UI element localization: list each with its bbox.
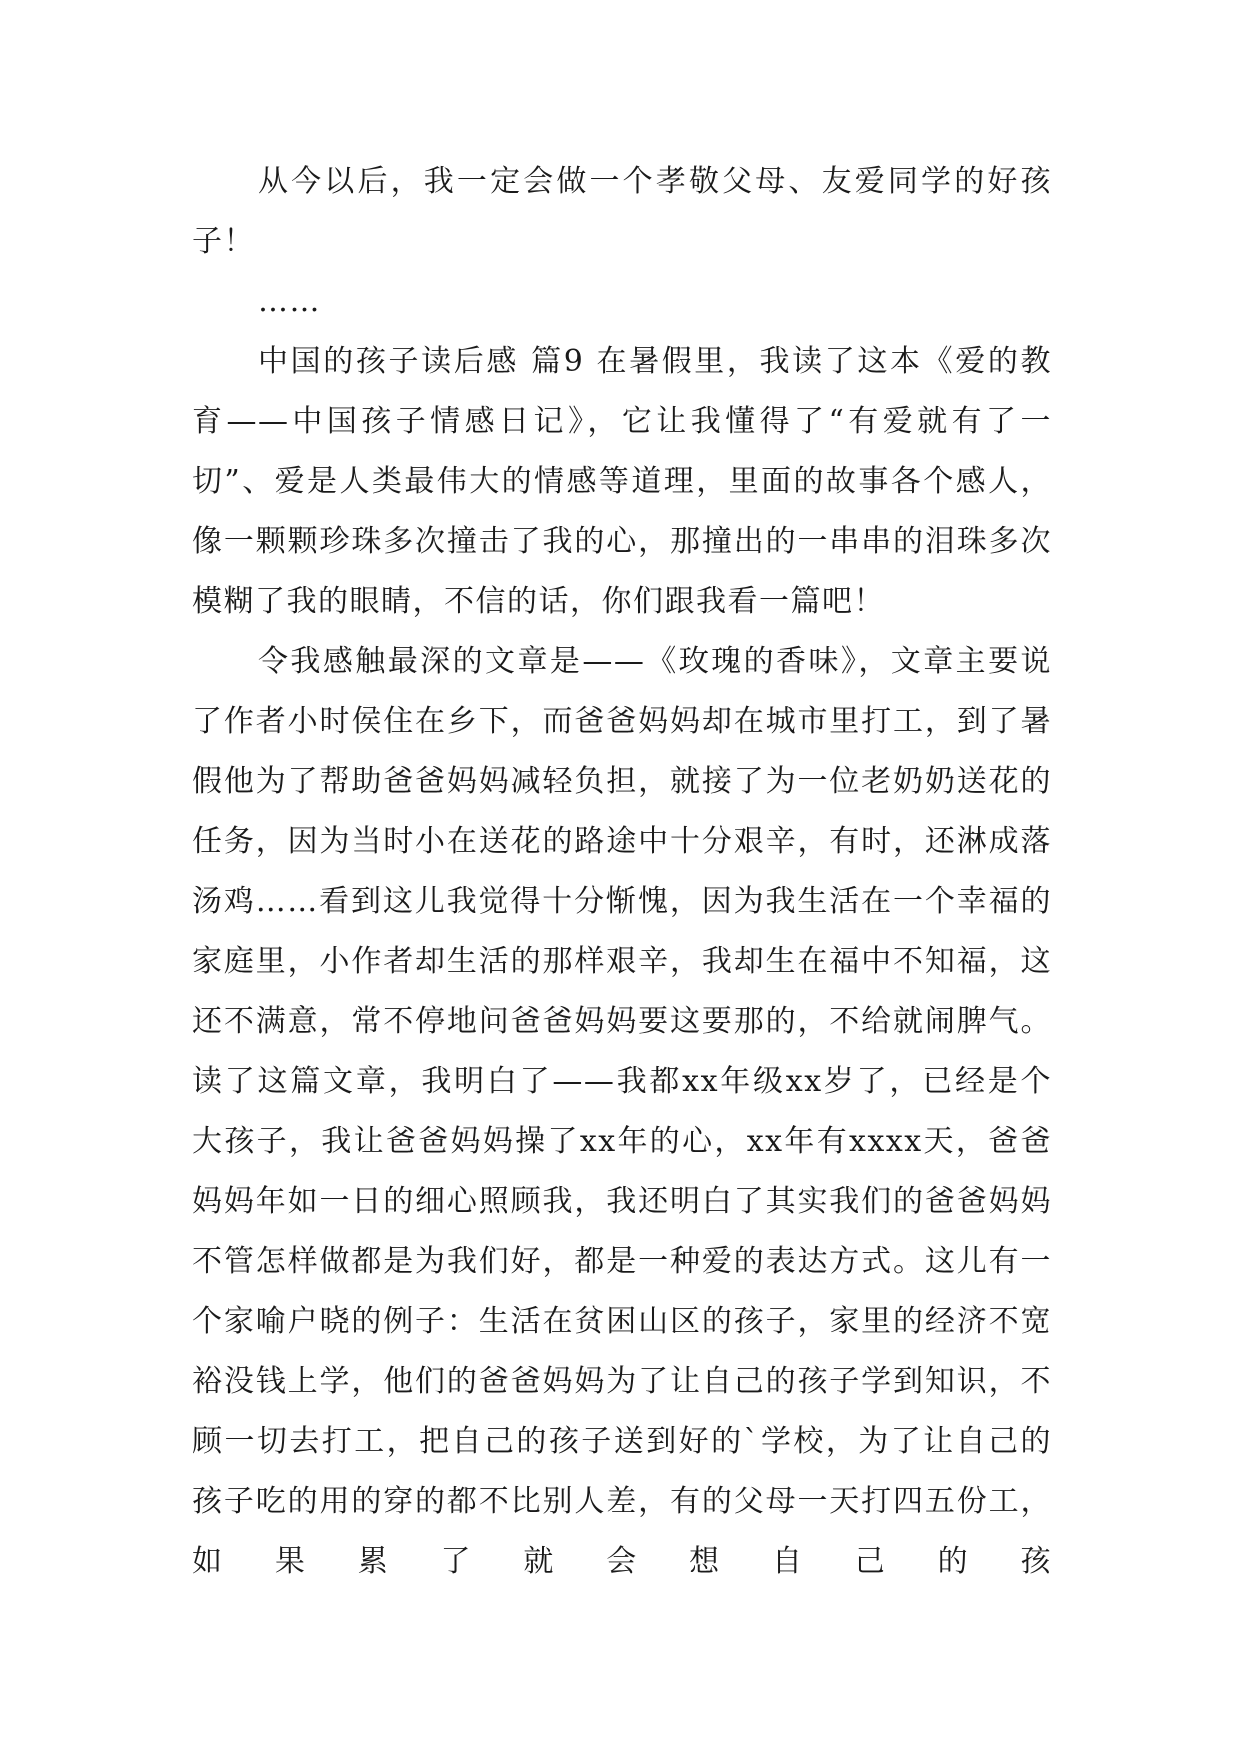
paragraph-essay-9-intro: 中国的孩子读后感 篇9 在暑假里，我读了这本《爱的教育——中国孩子情感日记》，它让我懂得了“有爱就有了一切”、爱是人类最伟大的情感等道理，里面的故事各个感人，像一颗颗珍珠多次撞击了我的心，那撞出的一串串的泪珠多次模糊了我的眼睛，不信的话，你们跟我看一篇吧！	[192, 344, 1052, 619]
document-body	[192, 152, 1052, 1592]
paragraph-rose-fragrance: 令我感触最深的文章是——《玫瑰的香味》，文章主要说了作者小时侯住在乡下，而爸爸妈妈却在城市里打工，到了暑假他为了帮助爸爸妈妈减轻负担，就接了为一位老奶奶送花的任务，因为当时小在送花的路途中十分艰辛，有时，还淋成落汤鸡……看到这儿我觉得十分惭愧，因为我生活在一个幸福的家庭里，小作者却生活的那样艰辛，我却生在福中不知福，这还不满意，常不停地问爸爸妈妈要这要那的，不给就闹脾气。读了这篇文章，我明白了——我都xx年级xx岁了，已经是个大孩子，我让爸爸妈妈操了xx年的心，xx年有xxxx天，爸爸妈妈年如一日的细心照顾我，我还明白了其实我们的爸爸妈妈不管怎样做都是为我们好，都是一种爱的表达方式。这儿有一个家喻户晓的例子：生活在贫困山区的孩子，家里的经济不宽裕没钱上学，他们的爸爸妈妈为了让自己的孩子学到知识，不顾一切去打工，把自己的孩子送到好的`学校，为了让自己的孩子吃的用的穿的都不比别人差，有的父母一天打四五份工，如果累了就会想自己的孩	[192, 644, 1052, 1579]
paragraph-closing-resolution: 从今以后，我一定会做一个孝敬父母、友爱同学的好孩子！	[192, 164, 1052, 259]
paragraph-ellipsis: ……	[258, 284, 321, 319]
